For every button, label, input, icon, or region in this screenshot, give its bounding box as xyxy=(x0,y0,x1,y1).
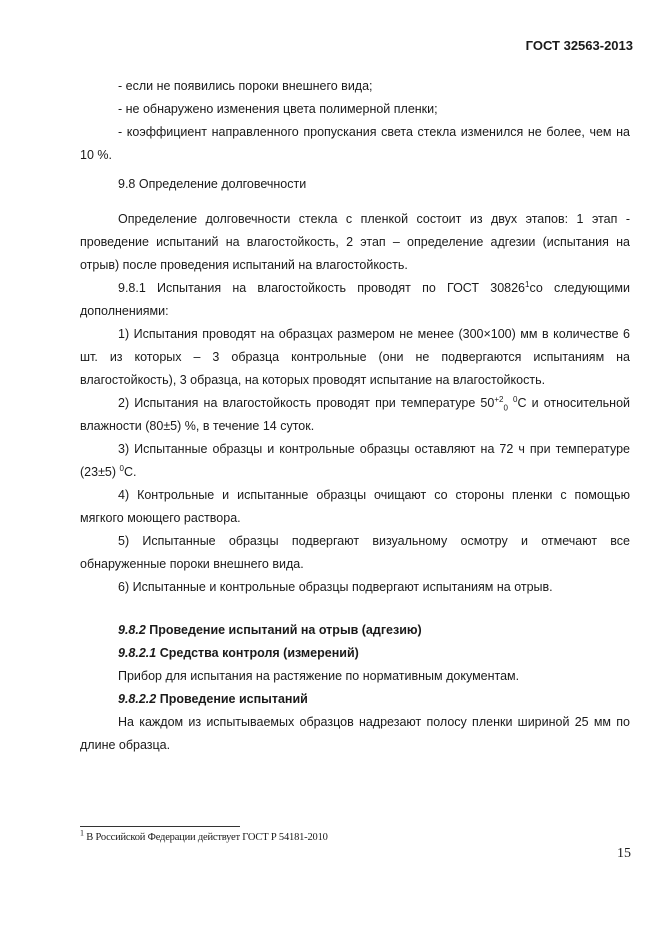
bullet-2: - не обнаружено изменения цвета полимерной пленки; xyxy=(118,102,438,116)
document-header: ГОСТ 32563-2013 xyxy=(525,38,633,53)
item-2: 2) Испытания на влагостойкость проводят при температуре $50^{+2}_0$ $^0$С и относительной влажности (80±5) %, в течение 14 суток. xyxy=(80,394,631,433)
page-number: 15 xyxy=(617,846,631,861)
footnote-ref: 1 xyxy=(525,279,530,289)
item-3: 3) Испытанные образцы и контрольные образцы оставляют на 72 ч при температуре (23±5) $^0$С. xyxy=(80,442,630,479)
item-5: 5) Испытанные образцы подвергают визуальному осмотру и отмечают все обнаруженные пороки внешнего вида. xyxy=(80,534,630,571)
footnote: $^1$ В Российской Федерации действует ГОСТ Р 54181-2010 xyxy=(80,828,328,843)
section-9-8-2-2-heading: 9.8.2.2 Проведение испытаний xyxy=(118,692,308,706)
page-body xyxy=(80,75,630,757)
footnote-divider xyxy=(80,826,240,827)
bullet-3: - коэффициент направленного пропускания света стекла изменился не более, чем на 10 %. xyxy=(80,125,630,162)
section-9-8-2-1-heading: 9.8.2.1 Средства контроля (измерений) xyxy=(118,646,359,660)
bullet-1: - если не появились пороки внешнего вида; xyxy=(118,79,373,93)
item-4: 4) Контрольные и испытанные образцы очищают со стороны пленки с помощью мягкого моющего раствора. xyxy=(80,488,630,525)
section-9-8-2-1-text: Прибор для испытания на растяжение по нормативным документам. xyxy=(118,669,520,683)
item-6: 6) Испытанные и контрольные образцы подвергают испытаниям на отрыв. xyxy=(118,580,553,594)
section-9-8-2-2-text: На каждом из испытываемых образцов надрезают полосу пленки шириной 25 мм по длине образца. xyxy=(80,715,630,752)
section-9-8-intro: Определение долговечности стекла с пленкой состоит из двух этапов: 1 этап - проведение испытаний на влагостойкость, 2 этап – определение адгезии (испытания на отрыв) после проведения испытаний на влагостойкость. xyxy=(80,212,630,272)
item-1: 1) Испытания проводят на образцах размером не менее (300×100) мм в количестве 6 шт. из которых – 3 образца контрольные (они не подвергаются испытаниям на влагостойкость), 3 образца, на которых проводят испытание на влагостойкость. xyxy=(80,327,630,387)
section-9-8-1-intro: 9.8.1 Испытания на влагостойкость проводят по ГОСТ 30826$^1$со следующими дополнениями: xyxy=(80,279,630,318)
section-9-8-2-heading: 9.8.2 Проведение испытаний на отрыв (адгезию) xyxy=(118,623,422,637)
section-9-8-title: 9.8 Определение долговечности xyxy=(118,177,307,191)
